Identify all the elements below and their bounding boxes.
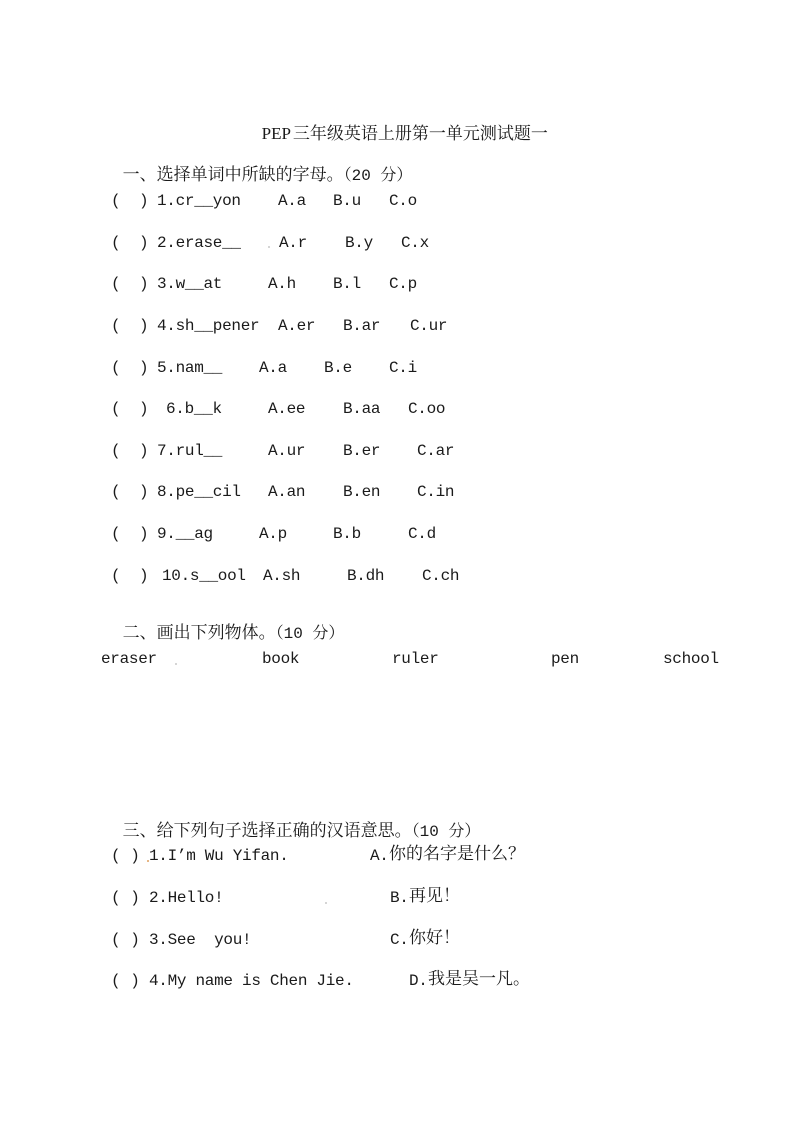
question-text: 4.sh__pener	[157, 317, 260, 335]
section2-score: （10 分）	[275, 625, 345, 643]
section2-heading-text: 二、画出下列物体。	[122, 623, 276, 643]
option-letter: A.	[370, 847, 389, 865]
answer-paren-close[interactable]: )	[139, 442, 149, 460]
sentence-text: 4.My name is Chen Jie.	[149, 972, 354, 990]
question-text: 6.b__k	[166, 400, 222, 418]
answer-paren-open[interactable]: (	[111, 483, 121, 501]
answer-paren-close[interactable]: )	[139, 400, 149, 418]
option-b: B.dh	[347, 567, 385, 585]
draw-word-school: school	[663, 650, 719, 668]
answer-paren-open[interactable]: (	[111, 400, 121, 418]
answer-paren-open[interactable]: (	[111, 442, 121, 460]
option-b: B.b	[333, 525, 361, 543]
answer-paren-open[interactable]: (	[111, 525, 121, 543]
question-text: 1.cr__yon	[157, 192, 241, 210]
question-text: 9.__ag	[157, 525, 213, 543]
sentence-text: 3.See you!	[149, 931, 252, 949]
answer-paren-close[interactable]: )	[139, 275, 149, 293]
answer-paren[interactable]: ( )	[111, 889, 140, 907]
option-b: B.ar	[343, 317, 381, 335]
option-c: C.ur	[410, 317, 448, 335]
option-a: A.ur	[268, 442, 306, 460]
answer-paren-open[interactable]: (	[111, 567, 121, 585]
option-c: C.x	[401, 234, 429, 252]
option-b: B.y	[345, 234, 373, 252]
option-a: A.h	[268, 275, 296, 293]
option-b: B.aa	[343, 400, 381, 418]
option-a: A.an	[268, 483, 306, 501]
option-c: C.oo	[408, 400, 446, 418]
option-letter: D.	[409, 972, 428, 990]
question-text: 7.rul__	[157, 442, 223, 460]
scan-speck	[325, 902, 327, 904]
section3-heading-text: 三、给下列句子选择正确的汉语意思。	[122, 821, 412, 841]
question-text: 3.w__at	[157, 275, 223, 293]
answer-paren-close[interactable]: )	[139, 525, 149, 543]
option-b: B.er	[343, 442, 381, 460]
option-text: 我是吴一凡。	[428, 969, 530, 989]
draw-word-eraser: eraser	[101, 650, 157, 668]
option-c: C.p	[389, 275, 417, 293]
answer-paren[interactable]: ( )	[111, 972, 140, 990]
option-a: A.ee	[268, 400, 306, 418]
option-a: A.sh	[263, 567, 301, 585]
answer-paren-open[interactable]: (	[111, 234, 121, 252]
option-letter: B.	[390, 889, 409, 907]
answer-paren-close[interactable]: )	[139, 317, 149, 335]
option-b: B.e	[324, 359, 352, 377]
option-c: C.i	[389, 359, 417, 377]
option-c: C.o	[389, 192, 417, 210]
option-b: B.l	[333, 275, 361, 293]
option-c: C.ch	[422, 567, 460, 585]
answer-paren-close[interactable]: )	[139, 359, 149, 377]
section1-score: （20 分）	[343, 167, 413, 185]
scan-speck	[175, 663, 177, 665]
option-a: A.r	[279, 234, 307, 252]
draw-word-ruler: ruler	[392, 650, 439, 668]
question-text: 8.pe__cil	[157, 483, 241, 501]
sentence-text: 2.Hello!	[149, 889, 224, 907]
option-text: 你好！	[409, 928, 460, 948]
answer-paren-open[interactable]: (	[111, 192, 121, 210]
sentence-text: 1.I’m Wu Yifan.	[149, 847, 289, 865]
answer-paren[interactable]: ( )	[111, 931, 140, 949]
answer-paren[interactable]: ( )	[111, 847, 140, 865]
drawing-area[interactable]	[101, 680, 721, 790]
option-a: A.er	[278, 317, 316, 335]
option-b: B.u	[333, 192, 361, 210]
answer-paren-close[interactable]: )	[139, 483, 149, 501]
draw-word-book: book	[262, 650, 300, 668]
option-letter: C.	[390, 931, 409, 949]
question-text: 10.s__ool	[162, 567, 246, 585]
draw-word-pen: pen	[551, 650, 579, 668]
answer-paren-close[interactable]: )	[139, 192, 149, 210]
question-text: 5.nam__	[157, 359, 223, 377]
section3-score: （10 分）	[411, 823, 481, 841]
answer-paren-open[interactable]: (	[111, 359, 121, 377]
option-text: 你的名字是什么？	[389, 844, 525, 864]
option-c: C.in	[417, 483, 455, 501]
answer-paren-close[interactable]: )	[139, 234, 149, 252]
option-c: C.ar	[417, 442, 455, 460]
option-text: 再见！	[409, 886, 460, 906]
option-a: A.a	[278, 192, 306, 210]
title-cjk: 三年级英语上册第一单元测试题一	[292, 124, 548, 144]
answer-paren-open[interactable]: (	[111, 317, 121, 335]
option-a: A.p	[259, 525, 287, 543]
question-text: 2.erase__	[157, 234, 241, 252]
scan-speck	[268, 246, 270, 248]
answer-paren-close[interactable]: )	[139, 567, 149, 585]
answer-paren-open[interactable]: (	[111, 275, 121, 293]
option-a: A.a	[259, 359, 287, 377]
option-b: B.en	[343, 483, 381, 501]
title-latin: PEP	[261, 124, 291, 143]
section1-heading-text: 一、选择单词中所缺的字母。	[122, 165, 344, 185]
option-c: C.d	[408, 525, 436, 543]
